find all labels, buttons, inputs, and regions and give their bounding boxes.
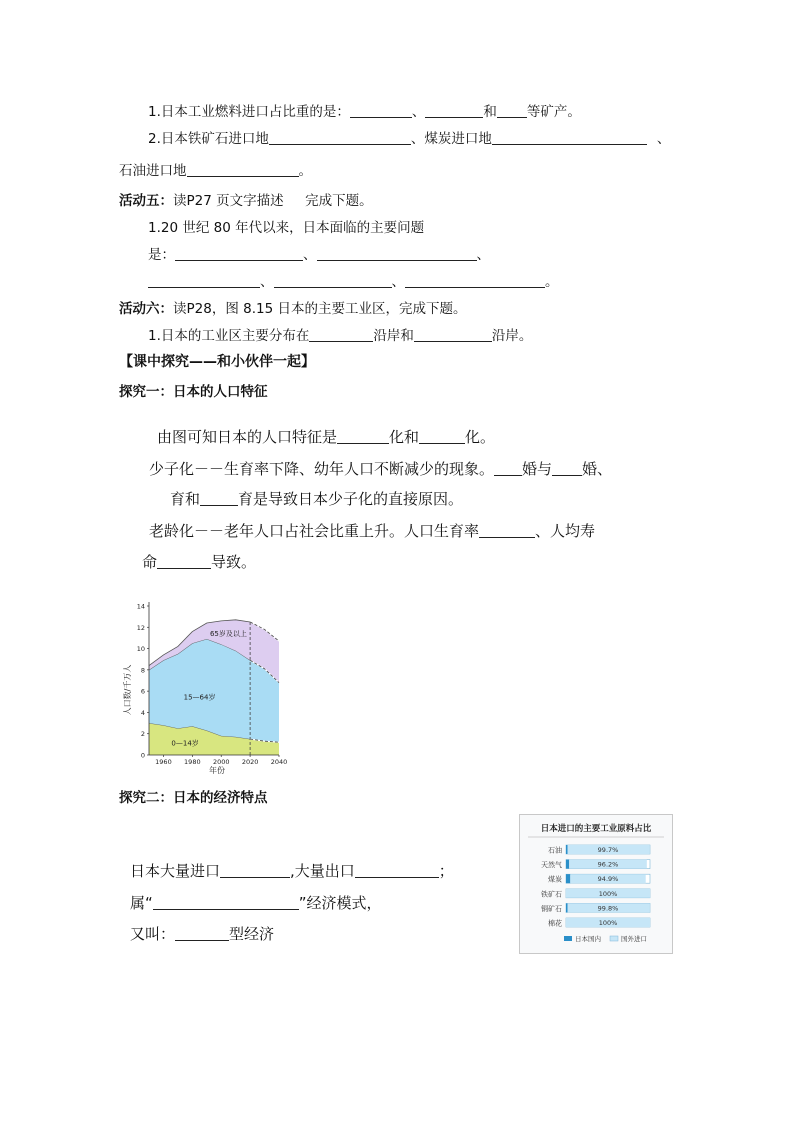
activity5-q1-text: 1.20 世纪 80 年代以来，日本面临的主要问题	[148, 220, 425, 236]
import-bar-value: 100%	[598, 889, 618, 898]
q3-post: 。	[298, 163, 312, 179]
blank-oil-source[interactable]	[187, 162, 299, 177]
e1-mid: ,大量出口	[290, 862, 355, 880]
activity5-q1b	[148, 246, 490, 264]
s3-pre: 育和	[170, 490, 201, 508]
pop-x-tick-label: 2000	[212, 758, 230, 766]
blank-marriage-2[interactable]	[552, 461, 582, 476]
q1-line	[148, 103, 581, 121]
e3-post: 型经济	[229, 925, 275, 943]
explore1-s2	[149, 460, 612, 478]
explore2-e2	[130, 894, 382, 912]
s1-mid: 化和	[389, 428, 420, 446]
blank-economy-type[interactable]	[175, 926, 229, 941]
blank-problem-3[interactable]	[148, 273, 260, 288]
explore1-s5	[142, 553, 256, 571]
sep-2: 、	[476, 247, 490, 263]
s2-mid: 婚与	[522, 460, 553, 478]
blank-trait-2[interactable]	[419, 429, 465, 444]
blank-coast-1[interactable]	[309, 327, 373, 342]
pop-x-tick-label: 1980	[184, 758, 201, 766]
population-chart-svg	[119, 598, 291, 776]
activity6-q1-post: 沿岸。	[491, 328, 533, 344]
domestic-bar	[566, 860, 569, 869]
blank-coal-source[interactable]	[492, 130, 647, 145]
import-category-label: 铁矿石	[541, 890, 562, 899]
import-bar-value: 96.2%	[597, 860, 619, 869]
s5-post: 导致。	[211, 553, 257, 571]
blank-lifespan[interactable]	[157, 554, 211, 569]
pop-y-axis-label: 人口数/千万人	[123, 664, 132, 716]
pop-x-tick-label: 2020	[241, 758, 259, 766]
q1-post: 等矿产。	[526, 104, 581, 120]
explore1-s1	[157, 428, 495, 446]
activity6-title: 活动六：	[119, 301, 173, 317]
explore1-s4	[149, 522, 595, 540]
activity5-q1b-pre: 是：	[148, 247, 175, 263]
sep-3: 、	[260, 274, 274, 290]
blank-import[interactable]	[220, 863, 290, 878]
domestic-bar	[566, 874, 570, 883]
import-bar-value: 99.8%	[597, 904, 619, 913]
blank-mode[interactable]	[153, 895, 299, 910]
activity6-heading	[119, 300, 466, 318]
population-chart	[119, 598, 291, 776]
s5-pre: 命	[142, 553, 158, 571]
blank-trait-1[interactable]	[337, 429, 389, 444]
blank-marriage-1[interactable]	[494, 461, 522, 476]
pop-y-tick-label: 0	[140, 751, 145, 760]
legend-swatch-imported	[610, 936, 618, 941]
import-category-label: 石油	[548, 846, 562, 855]
pop-y-tick-label: 14	[136, 602, 145, 611]
blank-export[interactable]	[355, 863, 439, 878]
import-share-chart-svg	[520, 815, 672, 953]
import-share-chart	[519, 814, 673, 954]
legend-label-domestic: 日本国内	[575, 935, 601, 943]
import-bar-value: 94.9%	[597, 875, 619, 884]
e1-post: ；	[438, 862, 454, 880]
blank-birth[interactable]	[200, 491, 238, 506]
activity5-desc: 读P27 页文字描述 完成下题。	[173, 193, 373, 209]
activity6-q1	[148, 327, 532, 345]
sep-1: 、	[303, 247, 317, 263]
e3-pre: 又叫：	[130, 925, 176, 943]
pop-x-axis-label: 年份	[209, 766, 225, 775]
import-category-label: 棉花	[548, 919, 562, 928]
pop-y-tick-label: 2	[140, 730, 145, 739]
import-bar-value: 99.7%	[597, 846, 619, 854]
pop-y-tick-label: 4	[140, 708, 145, 717]
pop-x-tick-label: 2040	[270, 758, 288, 766]
s1-post: 化。	[465, 428, 496, 446]
legend-swatch-domestic	[564, 936, 572, 941]
pop-series-label-2: 65岁及以上	[209, 629, 247, 638]
blank-problem-4[interactable]	[274, 273, 392, 288]
activity6-q1-mid: 沿岸和	[373, 328, 414, 344]
q2-post: 、	[656, 131, 671, 147]
pop-y-tick-label: 12	[136, 623, 145, 632]
s3-post: 育是导致日本少子化的直接原因。	[238, 490, 464, 508]
activity6-q1-pre: 1.日本的工业区主要分布在	[148, 328, 310, 344]
import-category-label: 天然气	[541, 861, 562, 870]
blank-fuel-3[interactable]	[497, 103, 527, 118]
q2-line	[148, 130, 670, 148]
blank-fuel-1[interactable]	[350, 103, 412, 118]
explore1-s3	[170, 490, 463, 508]
import-category-label: 铜矿石	[541, 904, 562, 913]
blank-problem-2[interactable]	[317, 246, 477, 261]
class-explore-title: 【课中探究——和小伙伴一起】	[119, 354, 315, 370]
s4-pre: 老龄化－－老年人口占社会比重上升。人口生育率	[149, 522, 480, 540]
pop-series-label-0: 0—14岁	[171, 739, 199, 748]
s2-post: 婚、	[582, 460, 613, 478]
explore1-title: 探究一：日本的人口特征	[119, 384, 268, 400]
s4-post: 、人均寿	[535, 522, 596, 540]
pop-y-tick-label: 10	[136, 645, 145, 654]
blank-coast-2[interactable]	[414, 327, 492, 342]
import-bar-value: 100%	[598, 919, 618, 927]
activity6-desc: 读P28，图 8.15 日本的主要工业区，完成下题。	[173, 301, 467, 317]
activity5-heading	[119, 192, 373, 210]
pop-x-tick-label: 1960	[155, 758, 172, 766]
q3-text: 石油进口地	[119, 163, 187, 179]
blank-fuel-2[interactable]	[425, 103, 483, 118]
e2-pre: 属“	[130, 894, 153, 912]
activity5-q1	[148, 219, 424, 237]
domestic-bar	[566, 903, 568, 912]
activity5-q1c	[148, 273, 559, 291]
e1-pre: 日本大量进口	[130, 862, 221, 880]
q2-text: 2.日本铁矿石进口地	[148, 131, 269, 147]
activity5-title: 活动五：	[119, 193, 173, 209]
q1-sep: 、	[411, 104, 426, 120]
end-mark: 。	[545, 274, 559, 290]
e2-post: ”经济模式，	[298, 894, 382, 912]
import-chart-title: 日本进口的主要工业原料占比	[540, 824, 652, 834]
q1-and: 和	[483, 104, 497, 120]
blank-problem-1[interactable]	[175, 246, 303, 261]
legend-label-imported: 国外进口	[621, 935, 647, 943]
explore2-title: 探究二：日本的经济特点	[119, 790, 268, 806]
s2-pre: 少子化－－生育率下降、幼年人口不断减少的现象。	[149, 460, 495, 478]
q3-line	[119, 162, 312, 180]
pop-y-tick-label: 8	[140, 666, 145, 675]
pop-series-label-1: 15—64岁	[183, 693, 216, 702]
q2-mid: 、煤炭进口地	[410, 131, 492, 147]
blank-birth-rate[interactable]	[479, 523, 535, 538]
import-category-label: 煤炭	[548, 875, 562, 884]
explore2-e3	[130, 925, 274, 943]
q1-text: 1.日本工业燃料进口占比重的是：	[148, 104, 350, 120]
blank-iron-source[interactable]	[269, 130, 411, 145]
s1-pre: 由图可知日本的人口特征是	[157, 428, 338, 446]
explore2-e1	[130, 862, 454, 880]
sep-4: 、	[391, 274, 405, 290]
pop-y-tick-label: 6	[140, 687, 145, 696]
domestic-bar	[566, 845, 568, 854]
blank-problem-5[interactable]	[405, 273, 545, 288]
